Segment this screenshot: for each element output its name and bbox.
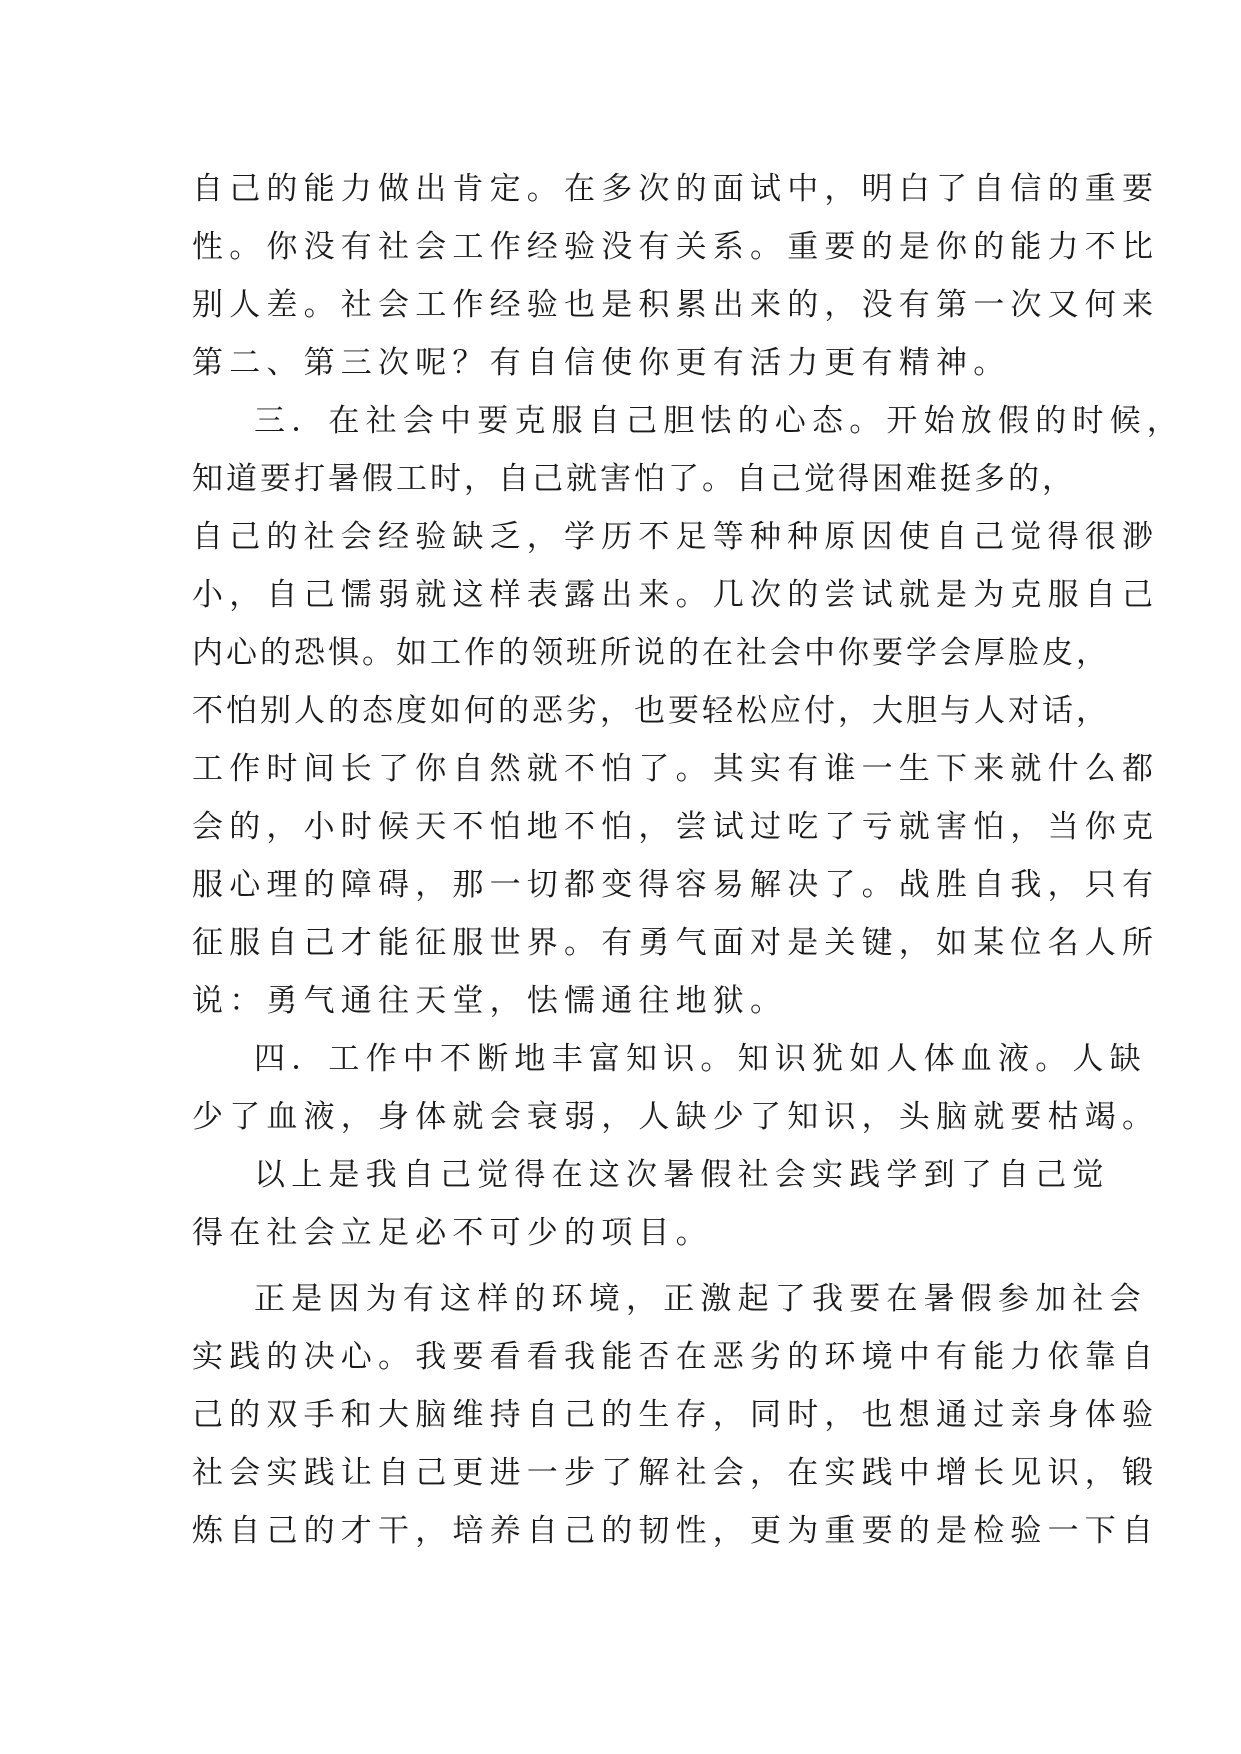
text-line: 以上是我自己觉得在这次暑假社会实践学到了自己觉 [254, 1157, 1110, 1193]
text-line: 自己的社会经验缺乏，学历不足等种种原因使自己觉得很渺 [192, 519, 1160, 555]
text-line: 不怕别人的态度如何的恶劣，也要轻松应付，大胆与人对话， [192, 693, 1110, 729]
text-line: 社会实践让自己更进一步了解社会，在实践中增长见识，锻 [192, 1455, 1160, 1491]
text-line: 正是因为有这样的环境，正激起了我要在暑假参加社会 [254, 1281, 1147, 1317]
text-line: 说：勇气通往天堂，怯懦通往地狱。 [192, 983, 788, 1019]
text-line: 己的双手和大脑维持自己的生存，同时，也想通过亲身体验 [192, 1397, 1160, 1433]
text-line: 四．工作中不断地丰富知识。知识犹如人体血液。人缺 [254, 1041, 1147, 1077]
text-line: 工作时间长了你自然就不怕了。其实有谁一生下来就什么都 [192, 751, 1160, 787]
text-line: 知道要打暑假工时，自己就害怕了。自己觉得困难挺多的， [192, 461, 1076, 497]
text-line: 小，自己懦弱就这样表露出来。几次的尝试就是为克服自己 [192, 577, 1160, 613]
text-line: 性。你没有社会工作经验没有关系。重要的是你的能力不比 [192, 229, 1160, 265]
text-line: 实践的决心。我要看看我能否在恶劣的环境中有能力依靠自 [192, 1339, 1160, 1375]
paragraph-spacer [192, 1262, 1052, 1270]
text-line: 服心理的障碍，那一切都变得容易解决了。战胜自我，只有 [192, 867, 1160, 903]
text-line: 第二、第三次呢？有自信使你更有活力更有精神。 [192, 345, 1011, 381]
text-line: 少了血液，身体就会衰弱，人缺少了知识，头脑就要枯竭。 [192, 1099, 1160, 1135]
text-line: 征服自己才能征服世界。有勇气面对是关键，如某位名人所 [192, 925, 1160, 961]
text-line: 会的，小时候天不怕地不怕，尝试过吃了亏就害怕，当你克 [192, 809, 1160, 845]
text-line: 自己的能力做出肯定。在多次的面试中，明白了自信的重要 [192, 171, 1160, 207]
text-line: 得在社会立足必不可少的项目。 [192, 1215, 713, 1251]
text-line: 三．在社会中要克服自己胆怯的心态。开始放假的时候， [254, 403, 1184, 439]
text-line: 别人差。社会工作经验也是积累出来的，没有第一次又何来 [192, 287, 1160, 323]
text-line: 内心的恐惧。如工作的领班所说的在社会中你要学会厚脸皮， [192, 635, 1110, 671]
text-line: 炼自己的才干，培养自己的韧性，更为重要的是检验一下自 [192, 1513, 1160, 1549]
body-text [192, 160, 1184, 1560]
